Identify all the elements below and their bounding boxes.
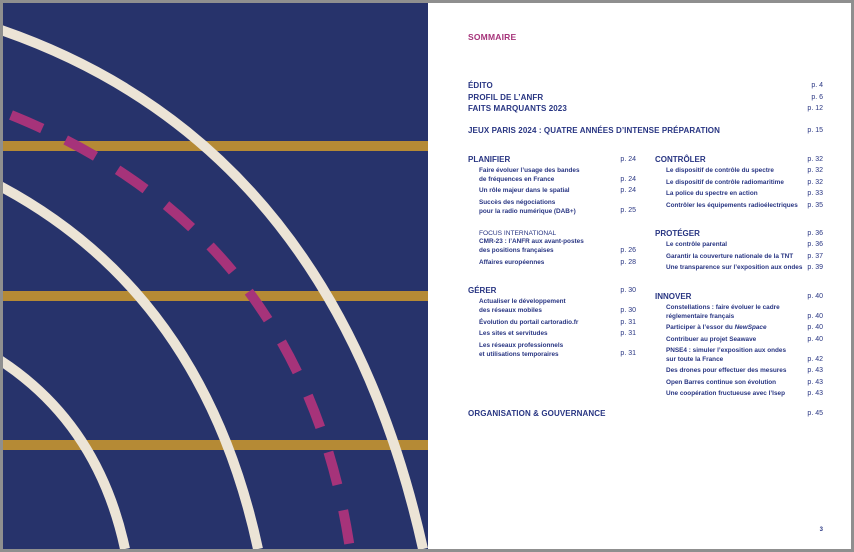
section-gerer[interactable]: GÉRER — [468, 286, 497, 295]
innover-item-7[interactable]: Une coopération fructueuse avec l’Isep — [666, 390, 785, 397]
innover-item-5-page: p. 43 — [807, 367, 823, 374]
planifier-item-1-page: p. 24 — [620, 176, 636, 183]
toc-page-faits-marquants: p. 12 — [807, 105, 823, 112]
gerer-item-1[interactable] — [479, 298, 566, 315]
toc-page-edito: p. 4 — [811, 82, 823, 89]
planifier-item-1[interactable] — [479, 167, 580, 184]
focus-item-1-line2: des positions françaises — [479, 246, 554, 254]
gerer-item-1-page: p. 30 — [620, 307, 636, 314]
proteger-item-3[interactable]: Une transparence sur l’exposition aux ondes — [666, 264, 803, 271]
planifier-item-3-page: p. 25 — [620, 207, 636, 214]
controler-item-2-page: p. 32 — [807, 179, 823, 186]
section-controler[interactable]: CONTRÔLER — [655, 155, 706, 164]
planifier-item-3-line2: pour la radio numérique (DAB+) — [479, 207, 576, 215]
toc-entry-organisation[interactable]: ORGANISATION & GOUVERNANCE — [468, 409, 606, 418]
gerer-item-1-line1: Actualiser le développement — [479, 298, 566, 305]
navy-background — [3, 3, 428, 549]
toc-entry-edito[interactable]: ÉDITO — [468, 81, 493, 90]
controler-item-4-page: p. 35 — [807, 202, 823, 209]
gold-stripe-2 — [3, 291, 428, 301]
running-track-graphic — [3, 3, 428, 549]
section-planifier-page: p. 24 — [620, 156, 636, 163]
controler-item-4[interactable]: Contrôler les équipements radioélectriques — [666, 202, 798, 209]
toc-page-jeux-paris: p. 15 — [807, 127, 823, 134]
innover-item-6-page: p. 43 — [807, 379, 823, 386]
controler-item-2[interactable]: Le dispositif de contrôle radiomaritime — [666, 179, 784, 186]
proteger-item-2-page: p. 37 — [807, 253, 823, 260]
gerer-item-2[interactable]: Évolution du portail cartoradio.fr — [479, 319, 579, 326]
gerer-item-1-line2: des réseaux mobiles — [479, 306, 542, 314]
innover-item-1[interactable] — [666, 304, 780, 321]
innover-item-3[interactable]: Contribuer au projet Seawave — [666, 336, 757, 343]
planifier-item-2[interactable]: Un rôle majeur dans le spatial — [479, 187, 570, 194]
controler-item-1-page: p. 32 — [807, 167, 823, 174]
toc-entry-jeux-paris[interactable]: JEUX PARIS 2024 : QUATRE ANNÉES D’INTENSE PRÉPARATION — [468, 126, 721, 135]
innover-item-1-line2: réglementaire français — [666, 312, 735, 320]
toc-entry-profil[interactable]: PROFIL DE L’ANFR — [468, 93, 544, 102]
document-spread — [3, 3, 851, 549]
innover-item-4-page: p. 42 — [807, 356, 823, 363]
planifier-item-3-line1: Succès des négociations — [479, 199, 556, 206]
focus-international-label: FOCUS INTERNATIONAL — [479, 230, 557, 237]
innover-item-6[interactable]: Open Barres continue son évolution — [666, 379, 777, 386]
contents-page — [428, 3, 851, 549]
proteger-item-1-page: p. 36 — [807, 241, 823, 248]
section-gerer-page: p. 30 — [620, 287, 636, 294]
innover-item-4[interactable] — [666, 347, 786, 364]
focus-item-1-page: p. 26 — [620, 247, 636, 254]
section-proteger-page: p. 36 — [807, 230, 823, 237]
track-illustration — [3, 3, 428, 549]
proteger-item-3-page: p. 39 — [807, 264, 823, 271]
gerer-item-4[interactable] — [479, 342, 563, 359]
innover-item-3-page: p. 40 — [807, 336, 823, 343]
proteger-item-2[interactable]: Garantir la couverture nationale de la TNT — [666, 253, 794, 260]
proteger-item-1[interactable]: Le contrôle parental — [666, 241, 728, 248]
controler-item-3-page: p. 33 — [807, 190, 823, 197]
innover-item-2-italic: NewSpace — [734, 324, 767, 331]
controler-item-1[interactable]: Le dispositif de contrôle du spectre — [666, 167, 774, 174]
innover-item-2[interactable] — [666, 324, 767, 333]
innover-item-5[interactable]: Des drones pour effectuer des mesures — [666, 367, 787, 374]
gerer-item-2-page: p. 31 — [620, 319, 636, 326]
toc-page-organisation: p. 45 — [807, 410, 823, 417]
section-proteger[interactable]: PROTÉGER — [655, 229, 700, 238]
innover-item-2-text: Participer à l’essor du — [666, 324, 735, 331]
innover-item-7-page: p. 43 — [807, 390, 823, 397]
focus-item-1[interactable] — [479, 238, 584, 255]
toc-entry-faits-marquants[interactable]: FAITS MARQUANTS 2023 — [468, 104, 567, 113]
innover-item-4-line2: sur toute la France — [666, 355, 724, 363]
innover-item-1-line1: Constellations : faire évoluer le cadre — [666, 304, 780, 311]
toc-page-profil: p. 6 — [811, 94, 823, 101]
gold-stripe-3 — [3, 440, 428, 450]
gerer-item-4-line1: Les réseaux professionnels — [479, 342, 564, 349]
gerer-item-3-page: p. 31 — [620, 330, 636, 337]
page-number: 3 — [819, 527, 823, 533]
gerer-item-4-line2: et utilisations temporaires — [479, 350, 559, 358]
planifier-item-1-line1: Faire évoluer l’usage des bandes — [479, 167, 580, 174]
controler-item-3[interactable]: La police du spectre en action — [666, 190, 758, 197]
section-innover[interactable]: INNOVER — [655, 292, 692, 301]
section-planifier[interactable]: PLANIFIER — [468, 155, 511, 164]
focus-item-1-line1: CMR-23 : l’ANFR aux avant-postes — [479, 238, 584, 245]
focus-item-2[interactable]: Affaires européennes — [479, 259, 545, 266]
planifier-item-3[interactable] — [479, 199, 576, 216]
section-controler-page: p. 32 — [807, 156, 823, 163]
gerer-item-3[interactable]: Les sites et servitudes — [479, 330, 548, 337]
innover-item-1-page: p. 40 — [807, 313, 823, 320]
innover-item-4-line1: PNSE4 : simuler l’exposition aux ondes — [666, 347, 787, 354]
planifier-item-1-line2: de fréquences en France — [479, 175, 555, 183]
page-title: SOMMAIRE — [468, 32, 517, 42]
focus-item-2-page: p. 28 — [620, 259, 636, 266]
section-innover-page: p. 40 — [807, 293, 823, 300]
gerer-item-4-page: p. 31 — [620, 350, 636, 357]
innover-item-2-page: p. 40 — [807, 324, 823, 331]
planifier-item-2-page: p. 24 — [620, 187, 636, 194]
